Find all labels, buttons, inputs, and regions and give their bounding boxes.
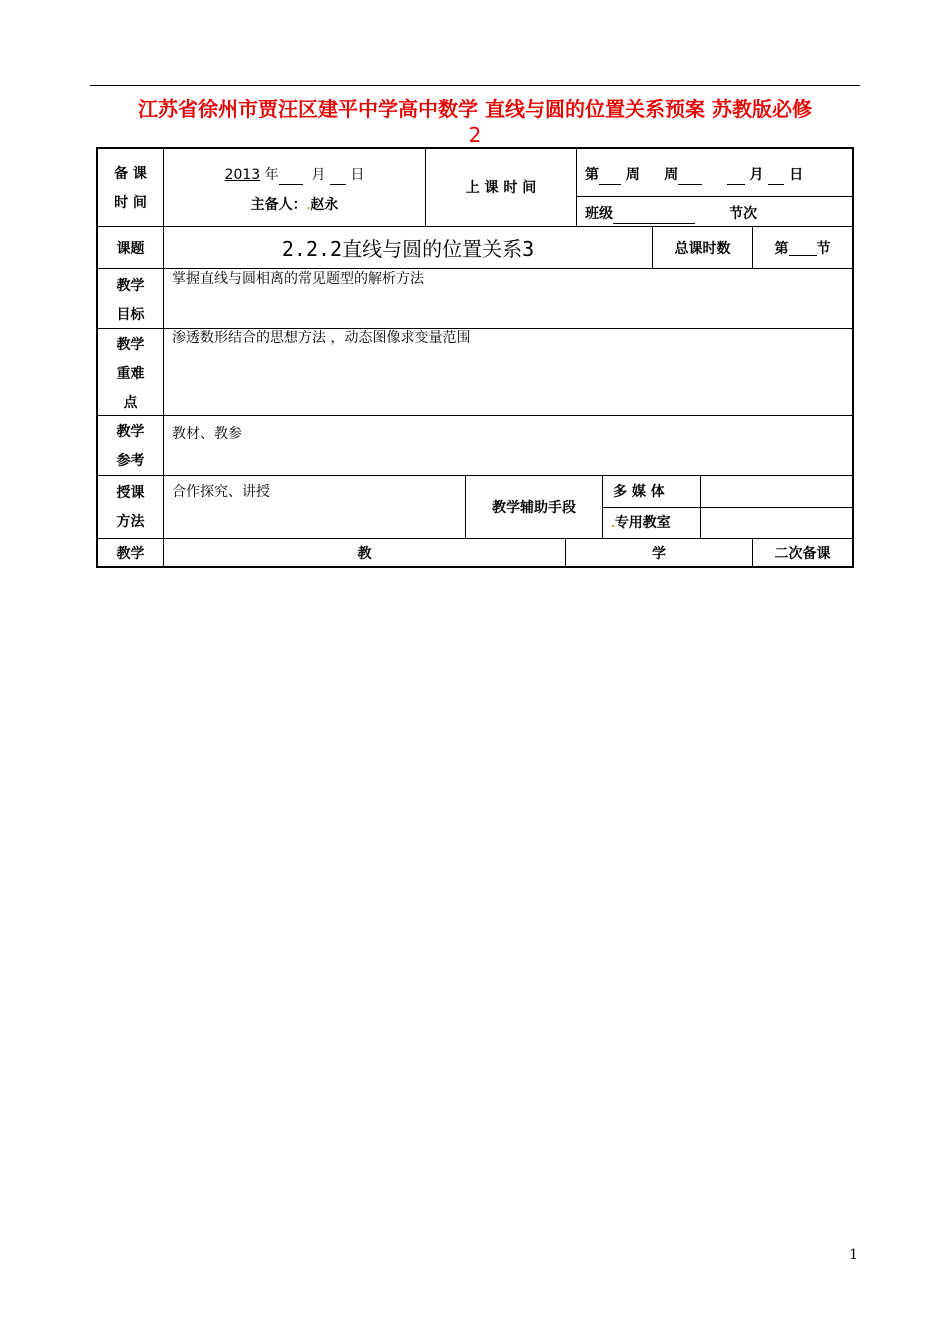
column-line [700, 475, 701, 538]
keypoints-text: 渗透数形结合的思想方法 ，动态图像求变量范围 [172, 330, 471, 346]
weekday-label: 周 [664, 167, 679, 183]
dot-mark: . [611, 519, 615, 530]
objective-text: 掌握直线与圆相离的常见题型的解析方法 [172, 271, 424, 287]
keypoints-label-line-3: 点 [123, 395, 138, 411]
keypoints-label-line-2: 重难 [116, 366, 145, 382]
reference-text: 教材、教参 [172, 426, 242, 442]
teaching-aids-label: 教学辅助手段 [492, 500, 576, 516]
blank-line [599, 169, 621, 185]
method-text: 合作探究、讲授 [172, 484, 270, 500]
page-number: 1 [849, 1247, 858, 1263]
multimedia-label: 多 媒 体 [613, 484, 665, 500]
teach-column-header: 教 [357, 545, 372, 562]
objective-label [98, 272, 163, 330]
document-title [90, 96, 860, 148]
column-line [602, 475, 603, 538]
class-label: 班级 [585, 206, 613, 222]
topic-label: 课题 [116, 240, 145, 257]
blank-line [678, 169, 702, 185]
prep-time-label [98, 160, 163, 218]
class-week-row [585, 165, 850, 185]
week-prefix: 第 [585, 167, 599, 183]
process-label: 教学 [116, 545, 145, 562]
table-border-right [852, 147, 854, 568]
class-period-row [585, 204, 850, 224]
reference-label-line-2: 参考 [116, 453, 145, 469]
method-label-line-1: 授课 [116, 485, 145, 501]
prep-year-suffix: 年 [264, 167, 279, 183]
prep-time-label-line-2: 时 间 [114, 195, 147, 211]
blank-line [727, 169, 745, 185]
keypoints-label-line-1: 教学 [116, 337, 145, 353]
total-hours-label: 总课时数 [674, 240, 731, 257]
prep-year: 2013 [224, 167, 261, 183]
row-line [97, 415, 853, 416]
preparer-row [164, 195, 425, 217]
reference-label-line-1: 教学 [116, 424, 145, 440]
classroom-row [611, 512, 700, 536]
row-line [602, 507, 853, 508]
method-label [98, 479, 163, 537]
blank-line [789, 240, 817, 256]
table-border-bottom [96, 566, 854, 568]
class-day: 日 [789, 167, 804, 183]
objective-label-line-1: 教学 [116, 278, 145, 294]
reference-label [98, 418, 163, 476]
topic-title: 2.2.2直线与圆的位置关系3 [281, 237, 535, 261]
column-line [576, 148, 577, 226]
learn-column-header: 学 [652, 545, 666, 562]
row-line [576, 196, 853, 197]
header-rule [90, 85, 860, 86]
lesson-no-prefix: 第 [774, 240, 789, 257]
prep-time-label-line-1: 备 课 [114, 166, 147, 182]
second-prep-header: 二次备课 [774, 545, 831, 562]
classroom-label: 专用教室 [614, 515, 671, 531]
method-label-line-2: 方法 [116, 514, 145, 530]
lesson-no-suffix: 节 [816, 240, 831, 257]
title-line-1: 江苏省徐州市贾汪区建平中学高中数学 直线与圆的位置关系预案 苏教版必修 [138, 97, 812, 121]
prep-month: 月 [311, 167, 326, 183]
dot-mark: . [306, 201, 311, 212]
title-line-2: 2 [468, 123, 482, 147]
period-label: 节次 [729, 206, 758, 222]
objective-label-line-2: 目标 [116, 307, 145, 323]
blank-line [613, 208, 695, 224]
preparer-name: 赵永 [310, 197, 339, 213]
class-time-label: 上 课 时 间 [465, 180, 537, 196]
blank-line [279, 169, 303, 185]
prep-day: 日 [350, 167, 365, 183]
preparer-label: 主备人： [250, 197, 307, 213]
class-month: 月 [749, 167, 764, 183]
lesson-number [753, 227, 852, 268]
blank-line [330, 169, 346, 185]
week-label: 周 [625, 167, 640, 183]
blank-line [768, 169, 784, 185]
keypoints-label [98, 331, 163, 418]
prep-date [164, 165, 425, 185]
